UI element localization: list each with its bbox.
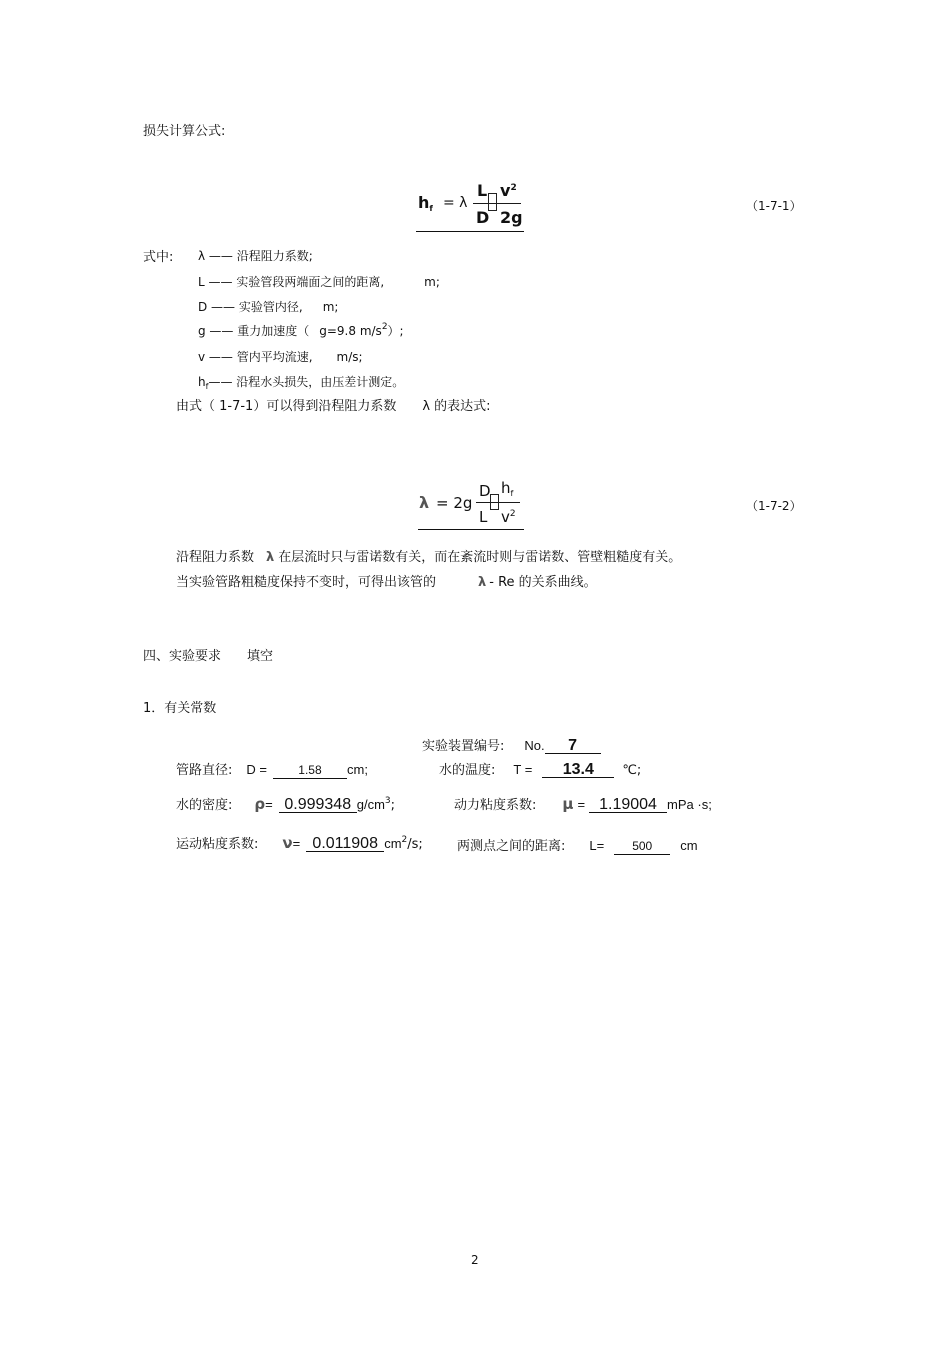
water-density-row: 水的密度: ρ= 0.999348 $g/cm^3$; xyxy=(176,795,396,813)
eq2-lhs: λ xyxy=(419,493,430,512)
paragraph-lambda-re: 当实验管路粗糙度保持不变时，可得出该管的 λ - Re 的关系曲线。 xyxy=(176,575,597,590)
eq1-den-2g: 2g xyxy=(500,208,523,227)
water-temp-row: 水的温度: T = 13.4 ℃; xyxy=(439,761,642,778)
water-temp-value: 13.4 xyxy=(542,762,614,778)
where-item-g: g —— 重力加速度（ g=9.8 $m/s^2$）; xyxy=(198,322,404,338)
eq2-den-v: $v^2$ xyxy=(501,508,516,526)
eq2-equals-2g: = 2g xyxy=(436,494,473,512)
eq2-num-hf: $h_f$ xyxy=(501,479,514,498)
eq1-equals-lambda: = λ xyxy=(443,195,468,211)
eq2-num-D: D xyxy=(479,482,491,500)
where-label: 式中: xyxy=(143,250,174,265)
dynamic-viscosity-value: 1.19004 xyxy=(589,797,667,813)
eq1-fraction-bar xyxy=(473,203,521,204)
kinematic-viscosity-row: 运动粘度系数: ν= 0.011908 $cm^2/s$; xyxy=(176,834,423,852)
eq1-lhs: hf xyxy=(418,193,433,213)
eq1-den-D: D xyxy=(476,208,490,227)
where-item-v: v —— 管内平均流速, m/s; xyxy=(198,350,363,364)
where-item-L: L —— 实验管段两端面之间的距离, m; xyxy=(198,275,440,289)
measure-distance-row: 两测点之间的距离: L= 500 cm xyxy=(457,838,698,854)
eq2-number: （1-7-2） xyxy=(746,499,802,513)
where-item-hf: $h_f——$ 沿程水头损失，由压差计测定。 xyxy=(198,375,405,391)
device-number-value: 7 xyxy=(545,738,601,754)
paragraph-lambda-laminar: 沿程阻力系数 λ 在层流时只与雷诺数有关，而在紊流时则与雷诺数、管壁粗糙度有关。 xyxy=(176,550,682,565)
eq2-times-box xyxy=(490,494,499,510)
eq1-times-box xyxy=(488,193,497,211)
dynamic-viscosity-row: 动力粘度系数: μ = 1.19004 mPa ·s; xyxy=(454,795,712,813)
page-number: 2 xyxy=(471,1253,479,1267)
eq2-underline xyxy=(418,529,524,530)
eq1-underline xyxy=(416,231,524,232)
where-item-D: D —— 实验管内径, m; xyxy=(198,300,339,314)
subsection-1-title: 1．有关常数 xyxy=(143,701,217,716)
measure-distance-value: 500 xyxy=(614,839,670,855)
device-number-row: 实验装置编号: No. 7 xyxy=(422,735,601,754)
kinematic-viscosity-value: 0.011908 xyxy=(306,836,384,852)
water-density-value: 0.999348 xyxy=(279,797,357,813)
pipe-diameter-value: 1.58 xyxy=(273,763,347,779)
eq2-den-L: L xyxy=(479,508,488,526)
section-4-title: 四、实验要求 填空 xyxy=(143,649,274,664)
pipe-diameter-row: 管路直径: D = 1.58 cm; xyxy=(176,762,368,778)
eq1-number: （1-7-1） xyxy=(746,199,802,213)
eq1-num-L: L xyxy=(477,181,488,200)
loss-formula-heading: 损失计算公式: xyxy=(143,124,226,139)
derive-text: 由式（ 1-7-1）可以得到沿程阻力系数 λ 的表达式: xyxy=(176,399,491,414)
eq1-num-v: $v^2$ xyxy=(500,181,517,200)
where-item-lambda: λ —— 沿程阻力系数; xyxy=(198,249,313,263)
